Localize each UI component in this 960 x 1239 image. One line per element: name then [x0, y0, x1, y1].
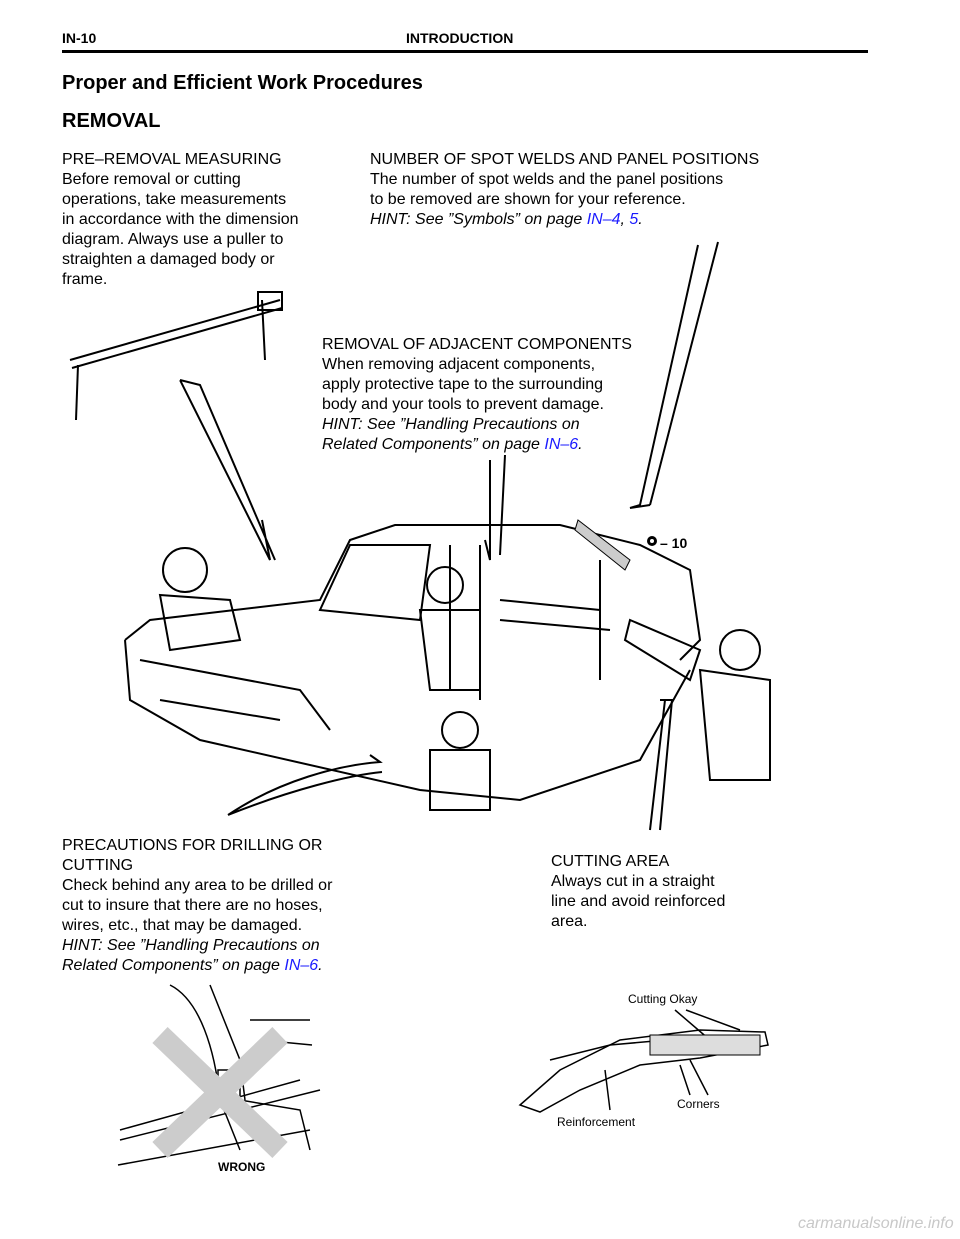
corners-label: Corners	[677, 1097, 720, 1111]
link-5[interactable]: 5	[629, 211, 639, 228]
cutting-line: CUTTING AREA	[551, 853, 670, 870]
drilling-line: wires, etc., that may be damaged.	[62, 917, 303, 934]
pre-removal-line: operations, take measurements	[62, 191, 287, 208]
drilling-hint-2	[62, 956, 332, 976]
pre-removal-line: straighten a damaged body or	[62, 251, 275, 268]
hint-text: HINT: See ”Symbols” on page	[370, 211, 587, 228]
link-in-6[interactable]: IN–6	[284, 957, 319, 974]
cutting-line: line and avoid reinforced	[551, 893, 726, 910]
hint-end: .	[638, 211, 643, 228]
drilling-line: Check behind any area to be drilled or	[62, 877, 333, 894]
measuring-gauge-icon	[70, 300, 282, 368]
wrong-label: WRONG	[218, 1160, 266, 1174]
page-id: IN-10	[62, 30, 97, 46]
pre-removal-line: frame.	[62, 271, 108, 288]
adjacent-line: REMOVAL OF ADJACENT COMPONENTS	[322, 336, 632, 353]
cutting-okay-zone	[650, 1035, 760, 1055]
drilling-line: cut to insure that there are no hoses,	[62, 897, 323, 914]
wrong-x-icon	[160, 1035, 280, 1150]
drilling-block	[62, 836, 332, 976]
adjacent-hint-2	[322, 435, 632, 455]
adjacent-line: apply protective tape to the surrounding	[322, 376, 604, 393]
cutting-line: Always cut in a straight	[551, 873, 715, 890]
worker-icon	[163, 548, 207, 592]
worker-icon	[442, 712, 478, 748]
spot-weld-count: – 10	[660, 535, 688, 551]
worker-icon	[427, 567, 463, 603]
hint-end: .	[318, 957, 323, 974]
cutting-okay-label: Cutting Okay	[628, 992, 698, 1006]
adjacent-line: When removing adjacent components,	[322, 356, 596, 373]
cutting-line: area.	[551, 913, 588, 930]
hint-end: .	[578, 436, 583, 453]
pre-removal-line: in accordance with the dimension	[62, 211, 299, 228]
adjacent-hint-1: HINT: See ”Handling Precautions on	[322, 416, 580, 433]
link-in-6[interactable]: IN–6	[544, 436, 579, 453]
worker-icon	[720, 630, 760, 670]
drilling-hint-1: HINT: See ”Handling Precautions on	[62, 937, 320, 954]
adjacent-line: body and your tools to prevent damage.	[322, 396, 604, 413]
hint-text: Related Components” on page	[322, 436, 545, 453]
hint-text: Related Components” on page	[62, 957, 285, 974]
reinforcement-label: Reinforcement	[557, 1115, 636, 1129]
adjacent-block	[322, 335, 632, 455]
spot-welds-line: to be removed are shown for your reference.	[370, 191, 686, 208]
drilling-wrong-figure	[118, 985, 320, 1165]
pre-removal-line: PRE–REMOVAL MEASURING	[62, 151, 282, 168]
link-in-4[interactable]: IN–4	[586, 211, 621, 228]
cutting-block	[551, 852, 725, 932]
spot-welds-line: NUMBER OF SPOT WELDS AND PANEL POSITIONS	[370, 151, 760, 168]
cutting-area-figure	[520, 1010, 768, 1112]
section-title: INTRODUCTION	[406, 30, 514, 46]
section-subtitle: REMOVAL	[62, 110, 161, 132]
pre-removal-line: diagram. Always use a puller to	[62, 231, 284, 248]
drilling-line: CUTTING	[62, 857, 134, 874]
pre-removal-line: Before removal or cutting	[62, 171, 241, 188]
hint-separator: ,	[620, 211, 630, 228]
watermark: carmanualsonline.info	[798, 1215, 954, 1232]
spot-welds-line: The number of spot welds and the panel positions	[370, 171, 724, 188]
page-title: Proper and Efficient Work Procedures	[62, 72, 423, 94]
drilling-line: PRECAUTIONS FOR DRILLING OR	[62, 837, 323, 854]
